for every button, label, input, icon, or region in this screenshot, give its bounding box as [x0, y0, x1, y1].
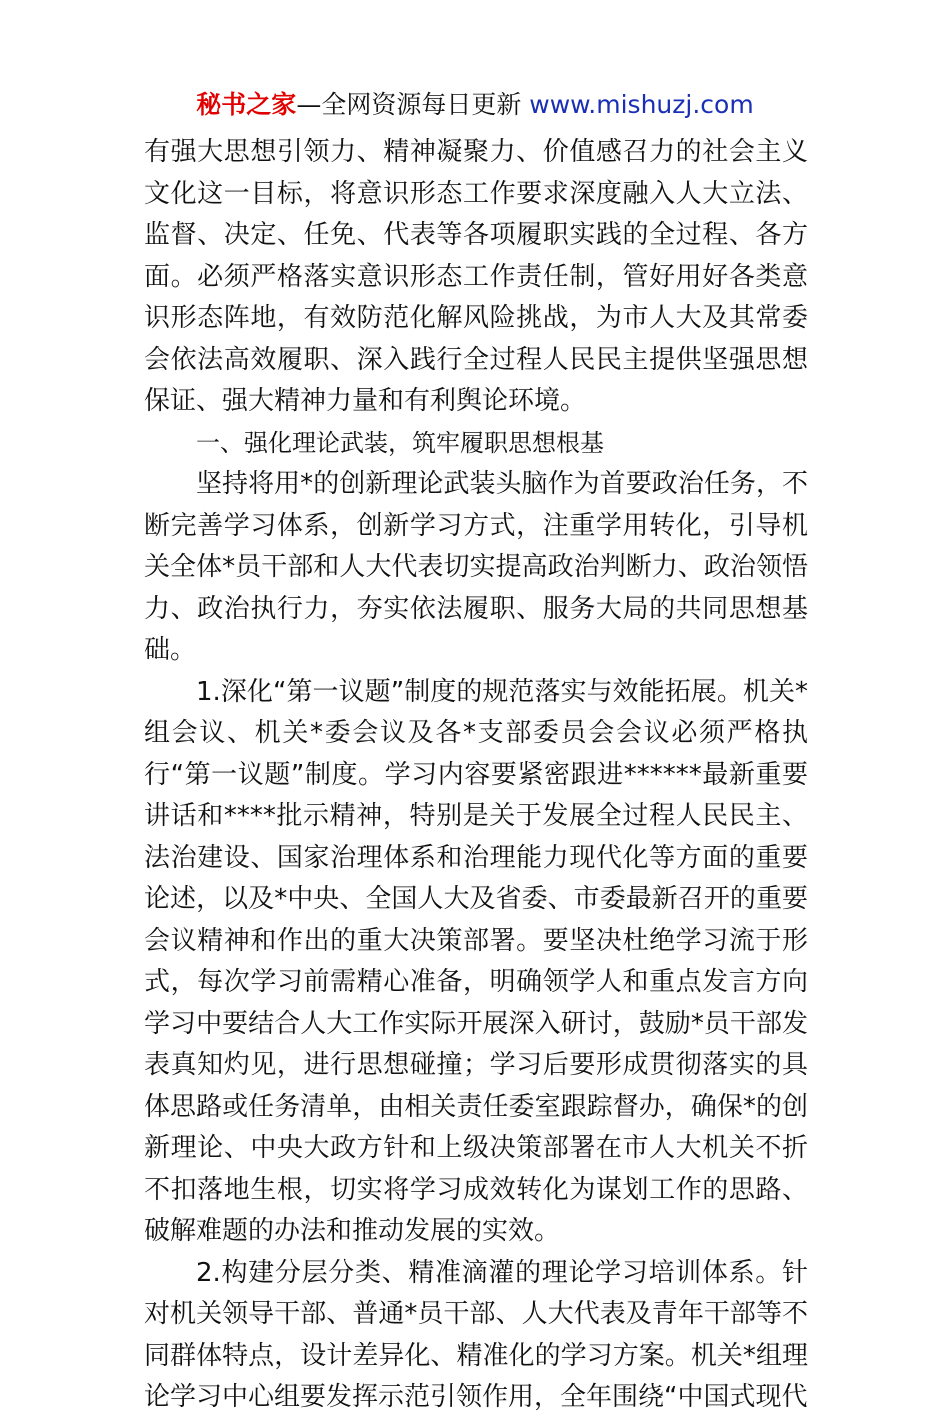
- page-header: [0, 88, 950, 122]
- website-link[interactable]: www.mishuzj.com: [529, 90, 754, 119]
- document-body: [144, 132, 808, 1419]
- header-tagline: —全网资源每日更新: [296, 90, 530, 119]
- paragraph-2: 坚持将用*的创新理论武装头脑作为首要政治任务，不断完善学习体系，创新学习方式，注重学用转化，引导机关全体*员干部和人大代表切实提高政治判断力、政治领悟力、政治执行力，夯实依法履职、服务大局的共同思想基础。: [144, 469, 808, 665]
- section-heading-1: 一、强化理论武装，筑牢履职思想根基: [196, 428, 604, 457]
- paragraph-4: 2.构建分层分类、精准滴灌的理论学习培训体系。针对机关领导干部、普通*员干部、人大代表及青年干部等不同群体特点，设计差异化、精准化的学习方案。机关*组理论学习中心组要发挥示范引领作用，全年围绕“中国式现代: [144, 1257, 808, 1412]
- brand-name: 秘书之家: [196, 90, 297, 119]
- paragraph-1: 有强大思想引领力、精神凝聚力、价值感召力的社会主义文化这一目标，将意识形态工作要求深度融入人大立法、监督、决定、任免、代表等各项履职实践的全过程、各方面。必须严格落实意识形态工作责任制，管好用好各类意识形态阵地，有效防范化解风险挑战，为市人大及其常委会依法高效履职、深入践行全过程人民民主提供坚强思想保证、强大精神力量和有利舆论环境。: [144, 137, 808, 416]
- paragraph-3: 1.深化“第一议题”制度的规范落实与效能拓展。机关*组会议、机关*委会议及各*支部委员会会议必须严格执行“第一议题”制度。学习内容要紧密跟进******最新重要讲话和****批示精神，特别是关于发展全过程人民民主、法治建设、国家治理体系和治理能力现代化等方面的重要论述，以及*中央、全国人大及省委、市委最新召开的重要会议精神和作出的重大决策部署。要坚决杜绝学习流于形式，每次学习前需精心准备，明确领学人和重点发言方向学习中要结合人大工作实际开展深入研讨，鼓励*员干部发表真知灼见，进行思想碰撞；学习后要形成贯彻落实的具体思路或任务清单，由相关责任委室跟踪督办，确保*的创新理论、中央大政方针和上级决策部署在市人大机关不折不扣落地生根，切实将学习成效转化为谋划工作的思路、破解难题的办法和推动发展的实效。: [144, 676, 808, 1246]
